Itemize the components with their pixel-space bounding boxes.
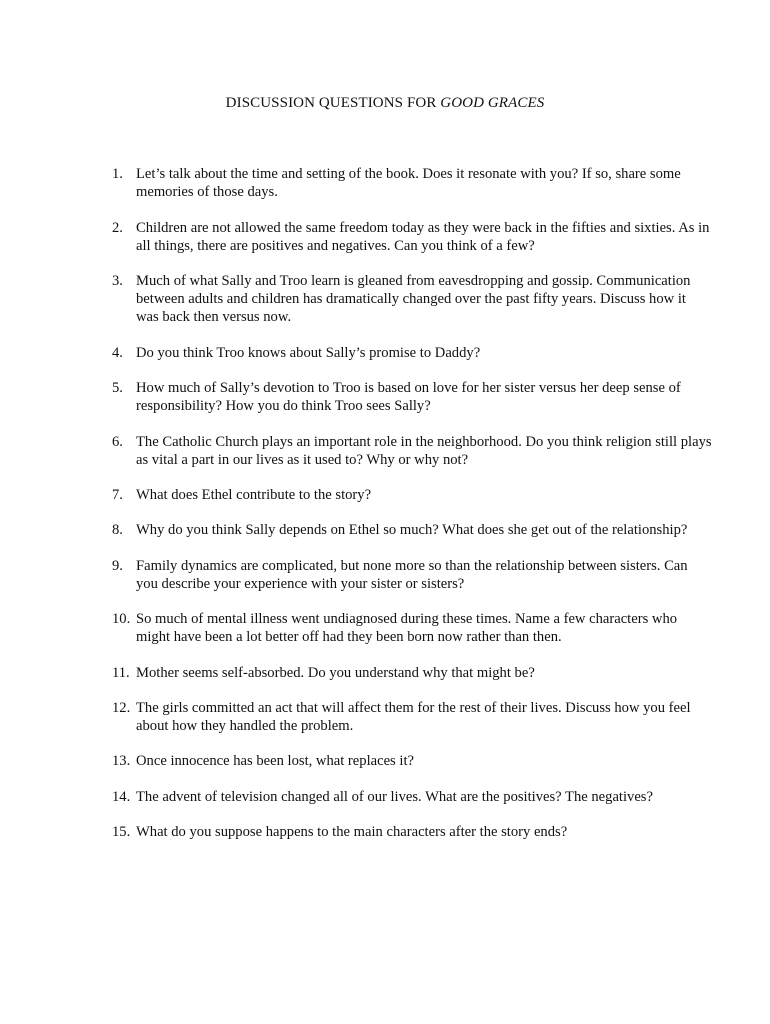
question-item	[112, 272, 712, 327]
question-item	[112, 165, 712, 201]
question-item	[112, 557, 712, 593]
question-number: 5.	[112, 380, 123, 396]
question-item	[112, 219, 712, 255]
question-item	[112, 486, 712, 504]
question-text: Children are not allowed the same freedom today as they were back in the fifties and sixties. As in all things, there are positives and negatives. Can you think of a few?	[136, 219, 710, 254]
question-item	[112, 664, 712, 682]
question-text: The advent of television changed all of our lives. What are the positives? The negatives?	[136, 788, 653, 805]
question-number: 13.	[112, 753, 131, 770]
question-number: 12.	[112, 699, 131, 716]
question-text: How much of Sally’s devotion to Troo is based on love for her sister versus her deep sense of responsibility? How you do think Troo sees Sally?	[136, 380, 681, 415]
page-title	[0, 93, 770, 113]
question-text: So much of mental illness went undiagnosed during these times. Name a few characters who might have been a lot better off had they been born now rather than then.	[136, 611, 678, 646]
question-text: Family dynamics are complicated, but none more so than the relationship between sisters. Can you describe your experience with your sister or sisters?	[136, 557, 688, 592]
question-number: 2.	[112, 219, 123, 236]
question-item	[112, 823, 712, 841]
question-number: 1.	[112, 166, 123, 182]
question-item	[112, 610, 712, 646]
question-text: Once innocence has been lost, what replaces it?	[136, 753, 414, 770]
question-text: What do you suppose happens to the main characters after the story ends?	[136, 823, 568, 840]
question-number: 3.	[112, 273, 123, 289]
question-list	[112, 165, 712, 858]
title-book-name: GOOD GRACES	[440, 95, 545, 111]
question-text: The Catholic Church plays an important role in the neighborhood. Do you think religion still plays as vital a part in our lives as it used to? Why or why not?	[136, 433, 712, 468]
question-item	[112, 699, 712, 735]
question-number: 14.	[112, 788, 131, 805]
question-item	[112, 344, 712, 362]
question-number: 6.	[112, 433, 123, 450]
question-item	[112, 379, 712, 415]
question-number: 11.	[112, 664, 130, 681]
question-item	[112, 788, 712, 806]
question-item	[112, 752, 712, 770]
question-text: Mother seems self-absorbed. Do you understand why that might be?	[136, 664, 535, 681]
question-number: 7.	[112, 487, 123, 503]
question-number: 9.	[112, 557, 123, 574]
question-number: 8.	[112, 522, 123, 539]
question-item	[112, 521, 712, 539]
question-item	[112, 433, 712, 469]
question-text: Why do you think Sally depends on Ethel so much? What does she get out of the relationship?	[136, 522, 688, 539]
question-number: 10.	[112, 611, 131, 628]
question-text: Much of what Sally and Troo learn is gleaned from eavesdropping and gossip. Communication between adults and children has dramatically changed over the past fifty years. Discuss how it was back then versus now.	[136, 273, 691, 326]
question-number: 15.	[112, 823, 131, 840]
question-text: What does Ethel contribute to the story?	[136, 487, 372, 503]
question-text: The girls committed an act that will affect them for the rest of their lives. Discuss how you feel about how they handled the problem.	[136, 699, 691, 735]
question-number: 4.	[112, 344, 123, 361]
question-text: Do you think Troo knows about Sally’s promise to Daddy?	[136, 344, 481, 361]
question-text: Let’s talk about the time and setting of the book. Does it resonate with you? If so, share some memories of those days.	[136, 166, 681, 201]
title-prefix: DISCUSSION QUESTIONS FOR	[225, 95, 441, 111]
